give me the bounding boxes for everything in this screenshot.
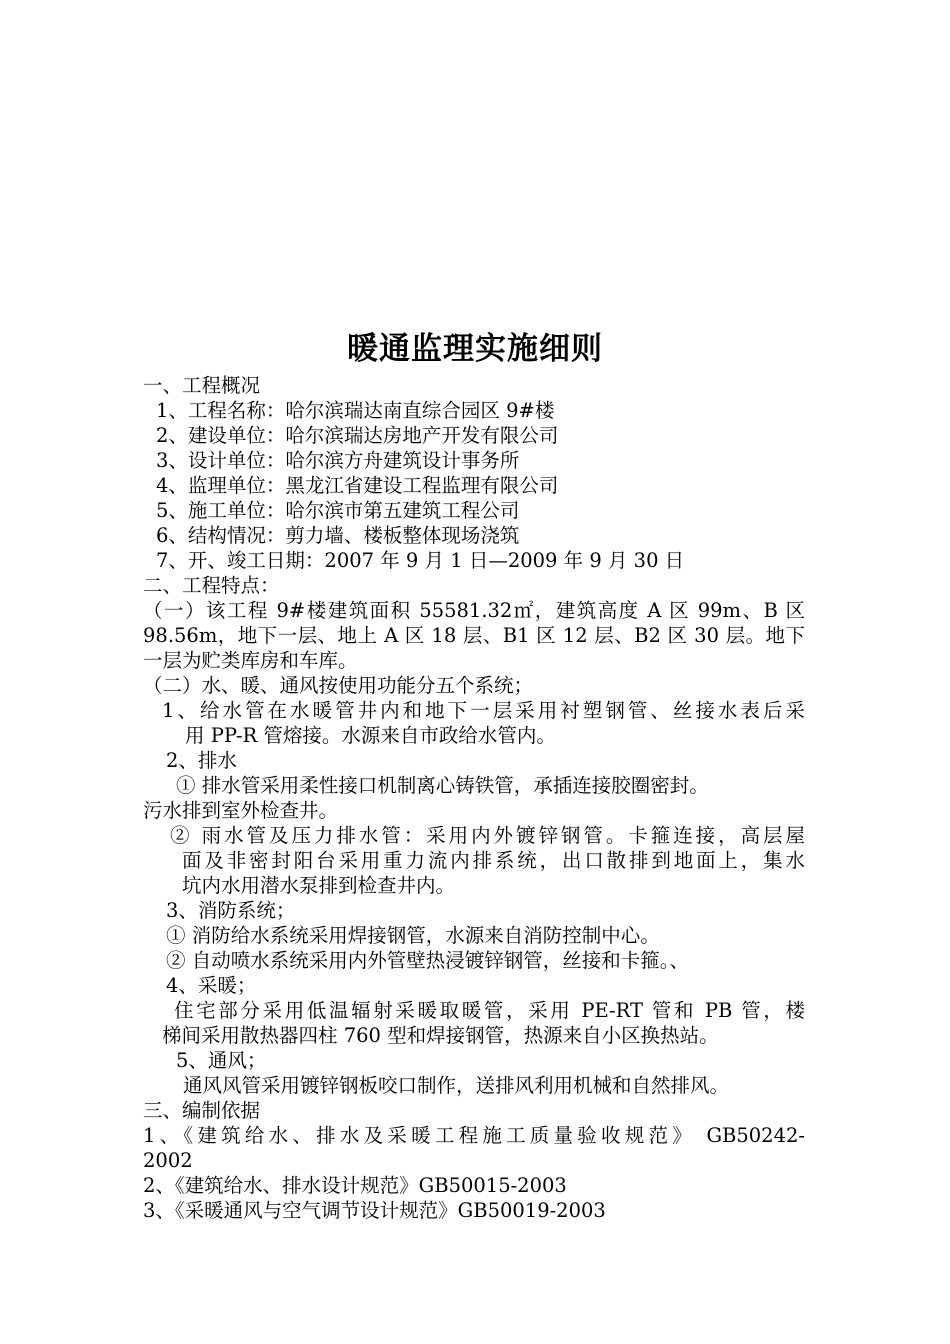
overview-item-2: 2、建设单位：哈尔滨瑞达房地产开发有限公司 bbox=[156, 424, 559, 447]
overview-item-1: 1、工程名称：哈尔滨瑞达南直综合园区 9#楼 bbox=[156, 399, 555, 422]
basis-item-3: 3、《采暖通风与空气调节设计规范》GB50019-2003 bbox=[143, 1199, 606, 1222]
document-title: 暖通监理实施细则 bbox=[347, 331, 603, 367]
paragraph-line: 98.56m，地下一层、地上 A 区 18 层、B1 区 12 层、B2 区 30 层。地下 bbox=[143, 624, 805, 647]
paragraph-line: ① 排水管采用柔性接口机制离心铸铁管，承插连接胶圈密封。 bbox=[176, 774, 709, 797]
subsection-drainage: 2、排水 bbox=[166, 749, 237, 772]
paragraph-line: 用 PP-R 管熔接。水源来自市政给水管内。 bbox=[185, 724, 556, 747]
overview-item-5: 5、施工单位：哈尔滨市第五建筑工程公司 bbox=[156, 499, 520, 522]
paragraph-line: 面及非密封阳台采用重力流内排系统，出口散排到地面上，集水 bbox=[182, 849, 805, 872]
paragraph-line: 住宅部分采用低温辐射采暖取暖管，采用 PE-RT 管和 PB 管，楼 bbox=[174, 999, 805, 1022]
paragraph-line: ① 消防给水系统采用焊接钢管，水源来自消防控制中心。 bbox=[166, 924, 660, 947]
subsection-heating: 4、采暖； bbox=[166, 974, 257, 997]
paragraph-line: 通风风管采用镀锌钢板咬口制作，送排风利用机械和自然排风。 bbox=[183, 1074, 730, 1097]
overview-item-7: 7、开、竣工日期：2007 年 9 月 1 日—2009 年 9 月 30 日 bbox=[156, 549, 685, 572]
subsection-fire: 3、消防系统； bbox=[166, 899, 296, 922]
paragraph-line: 坑内水用潜水泵排到检查井内。 bbox=[182, 874, 456, 897]
paragraph-line: （一）该工程 9#楼建筑面积 55581.32㎡，建筑高度 A 区 99m、B 区 bbox=[143, 599, 805, 622]
paragraph-line: 一层为贮类库房和车库。 bbox=[143, 649, 358, 672]
paragraph-line: 梯间采用散热器四柱 760 型和焊接钢管，热源来自小区换热站。 bbox=[162, 1024, 719, 1047]
overview-item-3: 3、设计单位：哈尔滨方舟建筑设计事务所 bbox=[156, 449, 520, 472]
section-heading-features: 二、工程特点： bbox=[143, 574, 280, 597]
paragraph-line: ② 雨水管及压力排水管：采用内外镀锌钢管。卡箍连接，高层屋 bbox=[170, 824, 805, 847]
section-heading-overview: 一、工程概况 bbox=[143, 374, 261, 397]
paragraph-line: 1、给水管在水暖管井内和地下一层采用衬塑钢管、丝接水表后采 bbox=[162, 699, 805, 722]
basis-item-2: 2、《建筑给水、排水设计规范》GB50015-2003 bbox=[143, 1174, 567, 1197]
basis-item-1-continued: 2002 bbox=[143, 1149, 193, 1172]
paragraph-line: （二）水、暖、通风按使用功能分五个系统； bbox=[143, 674, 534, 697]
overview-item-6: 6、结构情况：剪力墙、楼板整体现场浇筑 bbox=[156, 524, 520, 547]
subsection-ventilation: 5、通风； bbox=[176, 1049, 267, 1072]
paragraph-line: 污水排到室外检查井。 bbox=[143, 799, 339, 822]
paragraph-line: ② 自动喷水系统采用内外管壁热浸镀锌钢管，丝接和卡箍。、 bbox=[166, 949, 689, 972]
basis-item-1: 1、《建筑给水、排水及采暖工程施工质量验收规范》 GB50242- bbox=[143, 1124, 805, 1147]
section-heading-basis: 三、编制依据 bbox=[143, 1099, 261, 1122]
overview-item-4: 4、监理单位：黑龙江省建设工程监理有限公司 bbox=[156, 474, 559, 497]
